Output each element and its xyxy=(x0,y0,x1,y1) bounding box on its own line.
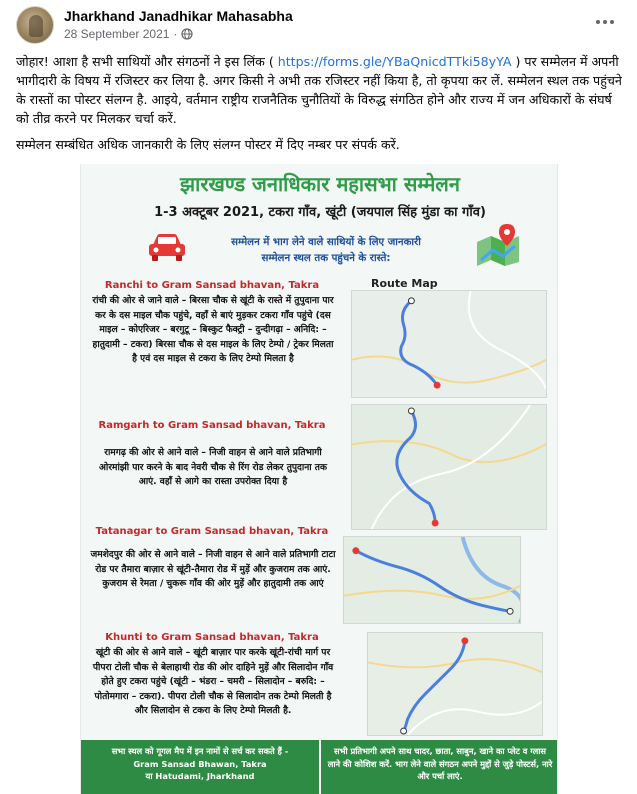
footer-items-info: सभी प्रतिभागी अपने साथ चादर, छाता, साबुन, खाने का प्लेट व ग्लास लाने की कोशिश करें. भाग लेने वाले संगठन अपने मुद्दों से जुड़े पोस्टर्स, नारे और पर्चा लाएं. xyxy=(321,740,558,794)
poster-subtitle: 1-3 अक्टूबर 2021, टकरा गाँव, खूंटी (जयपाल सिंह मुंडा का गाँव) xyxy=(154,205,486,220)
route-map-ramgarh xyxy=(351,404,547,530)
globe-icon xyxy=(181,28,193,40)
section-body-tatanagar: जमशेदपुर की ओर से आने वाले – निजी वाहन से आने वाले प्रतिभागी टाटा रोड पर तैमारा बाज़ार से खूंटी-तैमारा रोड में मुड़ें और कुजराम तक आएं. कुजराम से रेमता / चुकरू गाँव की ओर मुड़ें और हातुदामी तक आएं xyxy=(90,550,336,590)
footer-left-line-3: या Hatudami, Jharkhand xyxy=(145,771,255,781)
route-map-tatanagar xyxy=(343,536,521,624)
section-body-khunti: खूंटी की ओर से आने वाले – खूंटी बाज़ार पार करके खूंटी-रांची मार्ग पर पीपरा टोली चौक से बेलाहाथी रोड की ओर दाहिने मुड़ें और सिलादोन गाँव होते हुए टकरा पहुंचे (खूंटी – भंडरा – चमरी – सिलादोन – बरुदि: – पोतोमगारा – टकरा). पीपरा टोली चौक से सिलादोन तक टेम्पो मिलती है और सिलादोन से टकरा के लिए टेम्पो मिलती है. xyxy=(92,648,334,717)
text-before-link: जोहार! आशा है सभी साथियों और संगठनों ने इस लिंक ( xyxy=(16,54,274,69)
post-text xyxy=(16,52,626,161)
post-header xyxy=(0,0,637,46)
poster-title: झारखण्ड जनाधिकार महासभा सम्मेलन xyxy=(180,172,460,196)
map-pin-icon xyxy=(475,222,521,266)
section-heading-ramgarh: Ramgarh to Gram Sansad bhavan, Takra xyxy=(98,420,326,431)
footer-left-line-1: सभा स्थल को गूगल मैप में इन नामों से सर्च कर सकते हैं - xyxy=(111,746,289,756)
route-map-khunti xyxy=(367,632,543,736)
section-heading-ranchi: Ranchi to Gram Sansad bhavan, Takra xyxy=(104,280,320,291)
more-options-icon[interactable] xyxy=(592,12,618,32)
page-name-link[interactable]: Jharkhand Janadhikar Mahasabha xyxy=(64,8,293,24)
registration-form-link[interactable]: https://forms.gle/YBaQnicdTTki58yYA xyxy=(277,54,512,69)
post-paragraph-2: सम्मेलन सम्बंधित अधिक जानकारी के लिए संलग्न पोस्टर में दिए नम्बर पर संपर्क करें. xyxy=(16,137,400,152)
section-heading-tatanagar: Tatanagar to Gram Sansad bhavan, Takra xyxy=(95,526,329,537)
route-map-title: Route Map xyxy=(371,277,438,290)
section-heading-khunti: Khunti to Gram Sansad bhavan, Takra xyxy=(105,632,319,643)
section-body-ranchi: रांची की ओर से जाने वाले – बिरसा चौक से खूंटी के रास्ते में तुपुदाना पार कर के दस माइल चौक पहुंचे, वहाँ से बाएं मुड़कर टकरा गाँव पहुंचे (दस माइल – कोएरिजर – बरगुटू – बिस्कुट फैक्ट्री – दुन्दीगढ़ा – अनिदि: – हातुदामी – टकरा) बिरसा चौक से दस माइल के लिए टेम्पो / ट्रेकर मिलता है एवं दस माइल से टकरा के लिए टेम्पो मिलता है xyxy=(92,296,334,365)
post-paragraph-1 xyxy=(16,52,626,128)
route-map-ranchi xyxy=(351,290,547,398)
section-body-ramgarh: रामगढ़ की ओर से आने वाले – निजी वाहन से आने वाले प्रतिभागी ओरमांझी पार करने के बाद नेवरी चौक से रिंग रोड लेकर तुपुदाना तक आएं. वहाँ से आगे का रास्ता उपरोक्त दिया है xyxy=(99,448,327,488)
footer-left-line-2: Gram Sansad Bhawan, Takra xyxy=(133,758,267,769)
poster-image[interactable] xyxy=(80,164,558,794)
page-avatar[interactable] xyxy=(16,6,54,44)
post-date[interactable]: 28 September 2021 xyxy=(64,27,170,41)
post-meta xyxy=(64,27,193,41)
footer-search-info xyxy=(81,740,319,794)
meta-separator: · xyxy=(173,27,178,41)
text-after-link: ) पर सम्मेलन में अपनी भागीदारी के विषय में रजिस्टर कर लिया है. अगर किसी ने अभी तक रजिस्टर नहीं किया है, तो कृपया कर लें. सम्मेलन स्थल तक पहुंचने के रास्तों का पोस्टर संलग्न है. आइये, वर्तमान राष्ट्रीय राजनैतिक चुनौतियों के विरुद्ध संगठित होने और राज्य में जन अधिकारों के संघर्ष को तीव्र करने पर मिलकर चर्चा करें. xyxy=(16,54,622,126)
info-line-2: सम्मेलन स्थल तक पहुंचने के रास्ते: xyxy=(261,253,391,264)
car-icon xyxy=(147,231,187,263)
info-line-1: सम्मेलन में भाग लेने वाले साथियों के लिए जानकारी xyxy=(231,237,421,248)
